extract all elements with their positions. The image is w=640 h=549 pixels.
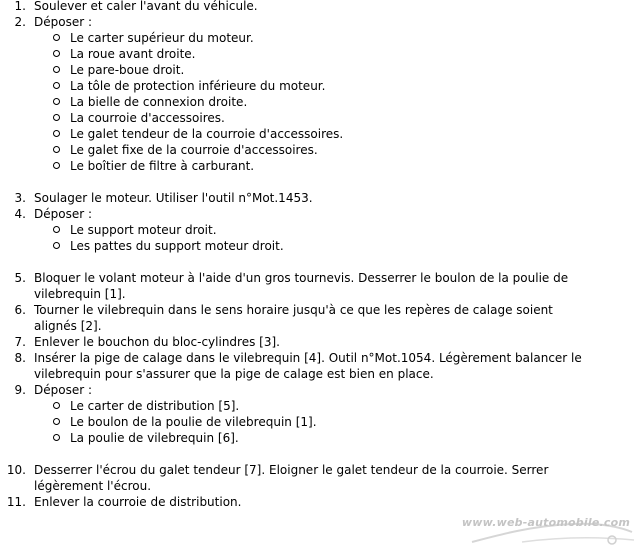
list-item: La bielle de connexion droite.	[0, 94, 640, 110]
step-text: Soulever et caler l'avant du véhicule.	[34, 0, 258, 13]
list-item: Le support moteur droit.	[0, 222, 640, 238]
watermark-text: www.web-automobile.com	[461, 516, 630, 529]
step-number: 5.	[14, 271, 26, 285]
step-number: 6.	[14, 303, 26, 317]
watermark-logo	[462, 512, 636, 546]
step-number: 2.	[14, 15, 26, 29]
list-item: Le carter supérieur du moteur.	[0, 30, 640, 46]
spacer	[0, 254, 640, 270]
step-3	[0, 190, 640, 206]
step-text: Tourner le vilebrequin dans le sens horaire jusqu'à ce que les repères de calage soient alignés [2].	[34, 303, 553, 333]
step-5	[0, 270, 640, 302]
step-7	[0, 334, 640, 350]
step-text: Desserrer l'écrou du galet tendeur [7]. Eloigner le galet tendeur de la courroie. Serrer légèrement l'écrou.	[34, 463, 549, 493]
step-1	[0, 0, 640, 14]
step-number: 10.	[6, 463, 26, 477]
spacer	[0, 446, 640, 462]
step-text: Déposer :	[34, 207, 93, 221]
step-number: 7.	[14, 335, 26, 349]
list-item: Le carter de distribution [5].	[0, 398, 640, 414]
step-8	[0, 350, 640, 382]
step-text: Insérer la pige de calage dans le vilebrequin [4]. Outil n°Mot.1054. Légèrement balancer le vilebrequin pour s'assurer que la pige de calage est bien en place.	[34, 351, 582, 381]
step-2-sublist	[0, 30, 640, 174]
list-item: Le galet tendeur de la courroie d'accessoires.	[0, 126, 640, 142]
step-10	[0, 462, 640, 494]
list-item: La courroie d'accessoires.	[0, 110, 640, 126]
list-item: La poulie de vilebrequin [6].	[0, 430, 640, 446]
step-4	[0, 206, 640, 222]
step-9-sublist	[0, 398, 640, 446]
step-6	[0, 302, 640, 334]
step-11	[0, 494, 640, 510]
list-item: Le boîtier de filtre à carburant.	[0, 158, 640, 174]
list-item: Le pare-boue droit.	[0, 62, 640, 78]
step-4-sublist	[0, 222, 640, 254]
step-text: Enlever la courroie de distribution.	[34, 495, 242, 509]
step-text: Déposer :	[34, 383, 93, 397]
list-item: Le boulon de la poulie de vilebrequin [1].	[0, 414, 640, 430]
list-item: La roue avant droite.	[0, 46, 640, 62]
step-text: Bloquer le volant moteur à l'aide d'un gros tournevis. Desserrer le boulon de la poulie de vilebrequin [1].	[34, 271, 569, 301]
step-number: 4.	[14, 207, 26, 221]
step-text: Soulager le moteur. Utiliser l'outil n°Mot.1453.	[34, 191, 313, 205]
step-9	[0, 382, 640, 398]
step-text: Déposer :	[34, 15, 93, 29]
list-item: Le galet fixe de la courroie d'accessoires.	[0, 142, 640, 158]
step-2	[0, 14, 640, 30]
step-number: 3.	[14, 191, 26, 205]
spacer	[0, 174, 640, 190]
step-number: 8.	[14, 351, 26, 365]
step-number: 1.	[14, 0, 26, 13]
list-item: La tôle de protection inférieure du moteur.	[0, 78, 640, 94]
step-number: 11.	[6, 495, 26, 509]
step-text: Enlever le bouchon du bloc-cylindres [3].	[34, 335, 280, 349]
step-number: 9.	[14, 383, 26, 397]
list-item: Les pattes du support moteur droit.	[0, 238, 640, 254]
